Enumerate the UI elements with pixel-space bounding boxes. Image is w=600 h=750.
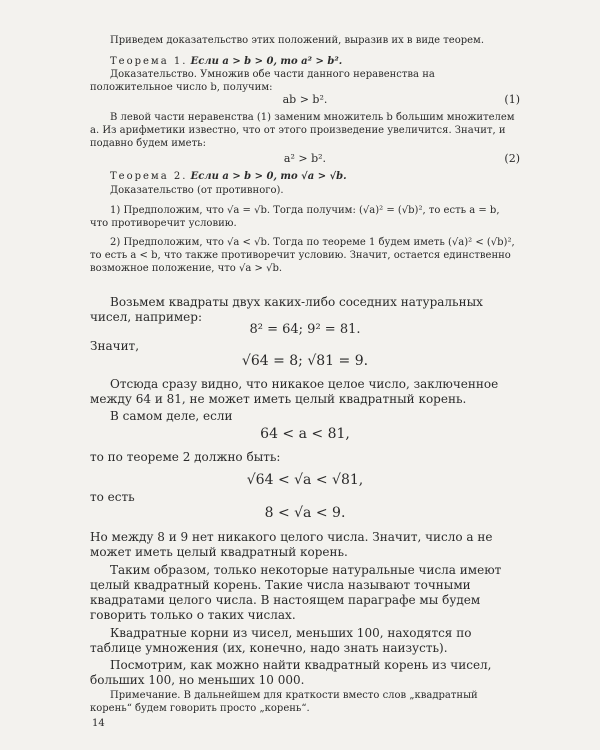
squares-intro: Возьмем квадраты двух каких-либо соседних натуральных чисел, например: (90, 295, 483, 324)
to-est-text: то есть (90, 490, 135, 504)
posmotrim-paragraph: Посмотрим, как можно найти квадратный корень из чисел, больших 100, но меньших 10 000. (90, 658, 492, 687)
page-number: 14 (92, 718, 105, 729)
equation-1-number: (1) (504, 93, 520, 106)
equation-1-expr: ab > b². (282, 93, 328, 106)
no-mezhdu-paragraph: Но между 8 и 9 нет никакого целого числа. Значит, число a не может иметь целый квадратный корень. (90, 530, 493, 559)
paragraph-replace: В левой части неравенства (1) заменим множитель b большим множителем a. Из арифметики известно, что от этого произведение увеличится. Значит, и подавно будем иметь: (90, 112, 515, 149)
case-2: 2) Предположим, что √a < √b. Тогда по теореме 1 будем иметь (√a)² < (√b)², то есть a < b, что также противоречит условию. Значит, остается единственно возможное положение, что √a > √b. (90, 237, 515, 274)
theorem-2 (90, 170, 520, 183)
equation-1 (90, 93, 520, 106)
theorem-1 (90, 55, 520, 68)
theorem-2-label: Теорема 2. (110, 171, 188, 182)
equation-2-number: (2) (504, 152, 520, 165)
equation-2 (90, 152, 520, 165)
theorem-1-label: Теорема 1. (110, 56, 188, 67)
equation-ineq-3: 8 < √a < 9. (264, 505, 346, 521)
proof-1: Доказательство. Умножив обе части данного неравенства на положительное число b, получим: (90, 69, 435, 93)
otsyuda-paragraph: Отсюда сразу видно, что никакое целое число, заключенное между 64 и 81, не может иметь целый квадратный корень. (90, 377, 499, 406)
theorem-2-statement: Если a > b > 0, то √a > √b. (190, 171, 347, 182)
equation-2-expr: a² > b². (283, 152, 327, 165)
znachit-text: Значит, (90, 339, 140, 353)
case-1: 1) Предположим, что √a = √b. Тогда получим: (√a)² = (√b)², то есть a = b, что противоречит условию. (90, 205, 500, 229)
kv-korni-paragraph: Квадратные корни из чисел, меньших 100, находятся по таблице умножения (их, конечно, надо знать наизусть). (90, 626, 472, 655)
po-teoreme-text: то по теореме 2 должно быть: (90, 450, 281, 464)
v-samom-dele: В самом деле, если (110, 409, 233, 423)
equation-roots: √64 = 8; √81 = 9. (241, 353, 369, 369)
equation-squares: 8² = 64; 9² = 81. (249, 322, 361, 337)
proof-2: Доказательство (от противного). (110, 185, 284, 196)
theorem-1-statement: Если a > b > 0, то a² > b². (190, 56, 343, 67)
takim-obrazom-paragraph: Таким образом, только некоторые натуральные числа имеют целый квадратный корень. Такие числа называют точными квадратами целого числа. В настоящем параграфе мы будем говорить только о таких числах. (90, 563, 502, 622)
equation-ineq-2: √64 < √a < √81, (246, 472, 364, 488)
primechanie-note: Примечание. В дальнейшем для краткости вместо слов „квадратный корень“ будем говорить просто „корень“. (90, 690, 478, 714)
equation-ineq-1: 64 < a < 81, (260, 426, 350, 442)
intro-text: Приведем доказательство этих положений, выразив их в виде теорем. (110, 35, 484, 46)
